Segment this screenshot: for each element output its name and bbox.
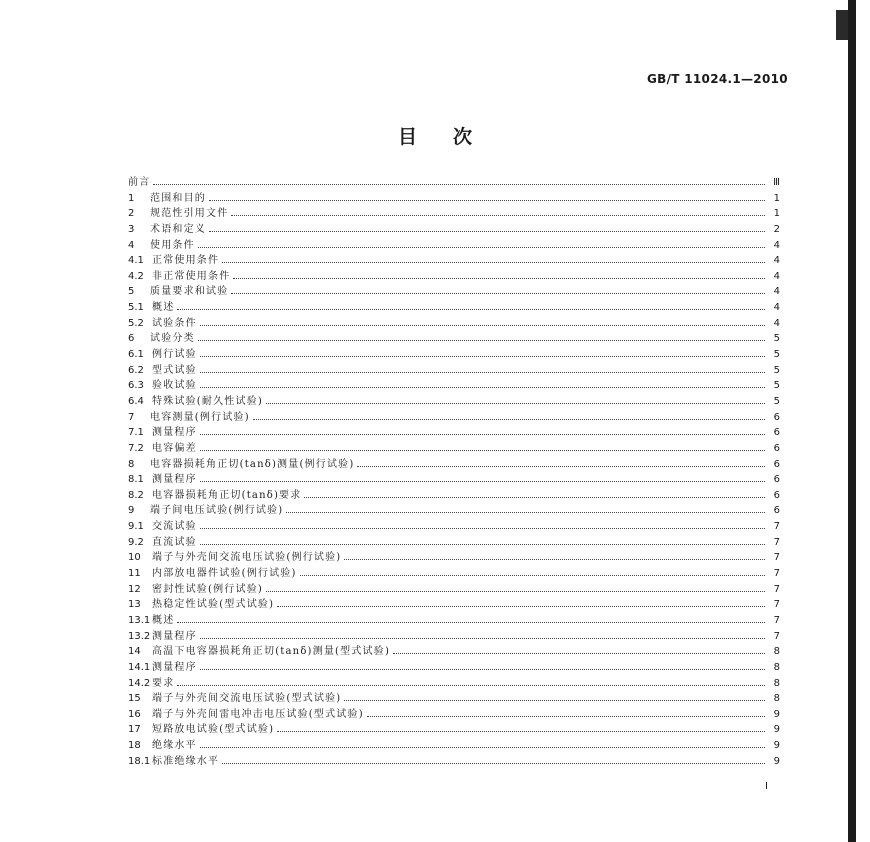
toc-entry-label: 内部放电器件试验(例行试验) [152, 568, 297, 580]
toc-entry[interactable] [128, 597, 780, 613]
toc-entry[interactable] [128, 738, 780, 754]
toc-leader-dots [200, 480, 765, 482]
toc-leader-dots [253, 418, 765, 420]
toc-entry-number: 6.4 [128, 395, 144, 407]
toc-entry-label: 端子与外壳间交流电压试验(型式试验) [152, 693, 342, 705]
toc-entry-page: 5 [773, 380, 780, 392]
toc-entry-label: 标准绝缘水平 [152, 755, 220, 767]
toc-leader-dots [177, 684, 765, 686]
page-title: 目次 [397, 126, 508, 148]
toc-entry-page: 4 [773, 270, 780, 282]
toc-entry-number: 2 [128, 208, 135, 220]
toc-leader-dots [198, 339, 765, 341]
toc-entry-number: 1 [128, 192, 135, 204]
toc-entry-page: 4 [773, 239, 780, 251]
toc-entry-page: 7 [773, 599, 780, 611]
toc-entry-label: 试验分类 [150, 333, 195, 345]
toc-leader-dots [200, 527, 765, 529]
toc-entry[interactable] [128, 425, 780, 441]
toc-entry-label: 测量程序 [152, 427, 197, 439]
toc-entry[interactable] [128, 394, 780, 410]
toc-entry[interactable] [128, 676, 780, 692]
toc-entry-number: 6.2 [128, 364, 144, 376]
toc-entry-number: 14 [128, 646, 141, 658]
toc-entry-label: 热稳定性试验(型式试验) [152, 599, 275, 611]
toc-leader-dots [393, 652, 765, 654]
scan-edge-mark [836, 10, 848, 40]
toc-leader-dots [200, 433, 765, 435]
toc-entry[interactable] [128, 488, 780, 504]
toc-entry-page: Ⅲ [773, 177, 780, 188]
toc-leader-dots [344, 699, 765, 701]
toc-entry[interactable] [128, 284, 780, 300]
toc-entry-page: 6 [773, 489, 780, 501]
toc-entry-label: 端子与外壳间雷电冲击电压试验(型式试验) [152, 708, 364, 720]
toc-entry[interactable] [128, 175, 780, 191]
toc-leader-dots [357, 465, 765, 467]
toc-leader-dots [200, 543, 765, 545]
toc-entry-label: 正常使用条件 [152, 255, 220, 267]
toc-leader-dots [286, 511, 765, 513]
toc-entry-number: 8.1 [128, 474, 144, 486]
toc-entry-label: 电容偏差 [152, 442, 197, 454]
toc-entry-number: 9 [128, 505, 135, 517]
toc-leader-dots [233, 277, 765, 279]
toc-entry-number: 13.1 [128, 614, 151, 626]
toc-entry-page: 1 [773, 208, 780, 220]
toc-entry-page: 6 [773, 442, 780, 454]
toc-entry-number: 14.1 [128, 661, 151, 673]
toc-leader-dots [209, 199, 765, 201]
toc-leader-dots [266, 590, 765, 592]
toc-entry-label: 端子与外壳间交流电压试验(例行试验) [152, 552, 342, 564]
toc-leader-dots [209, 230, 765, 232]
toc-entry-page: 9 [773, 740, 780, 752]
toc-leader-dots [200, 449, 765, 451]
toc-entry-page: 7 [773, 521, 780, 533]
toc-entry-label: 绝缘水平 [152, 740, 197, 752]
toc-entry-number: 10 [128, 552, 141, 564]
toc-entry-page: 7 [773, 552, 780, 564]
toc-entry-number: 4.2 [128, 270, 144, 282]
toc-entry-number: 5 [128, 286, 135, 298]
toc-entry-label: 特殊试验(耐久性试验) [152, 395, 264, 407]
toc-entry-number: 9.2 [128, 536, 144, 548]
toc-entry-page: 6 [773, 411, 780, 423]
toc-entry-label: 直流试验 [152, 536, 197, 548]
toc-entry-label: 概述 [152, 302, 175, 314]
toc-entry[interactable] [128, 691, 780, 707]
toc-entry-page: 9 [773, 755, 780, 767]
toc-entry-number: 5.1 [128, 302, 144, 314]
toc-entry-page: 7 [773, 568, 780, 580]
toc-entry[interactable] [128, 191, 780, 207]
toc-entry[interactable] [128, 363, 780, 379]
toc-entry[interactable] [128, 347, 780, 363]
toc-leader-dots [277, 730, 765, 732]
toc-entry-label: 密封性试验(例行试验) [152, 583, 264, 595]
toc-entry-page: 4 [773, 286, 780, 298]
toc-entry-page: 6 [773, 427, 780, 439]
toc-entry-label: 端子间电压试验(例行试验) [150, 505, 284, 517]
toc-entry-number: 4 [128, 239, 135, 251]
toc-entry-page: 7 [773, 614, 780, 626]
toc-leader-dots [153, 183, 765, 185]
toc-entry[interactable] [128, 519, 780, 535]
toc-entry-label: 验收试验 [152, 380, 197, 392]
toc-leader-dots [304, 496, 765, 498]
toc-entry[interactable] [128, 613, 780, 629]
toc-entry-page: 6 [773, 458, 780, 470]
toc-entry[interactable] [128, 503, 780, 519]
toc-entry-number: 13 [128, 599, 141, 611]
toc-entry-number: 3 [128, 223, 135, 235]
toc-entry-number: 13.2 [128, 630, 151, 642]
toc-entry[interactable] [128, 707, 780, 723]
toc-entry-label: 测量程序 [152, 661, 197, 673]
toc-entry-label: 术语和定义 [150, 223, 206, 235]
toc-entry-page: 4 [773, 302, 780, 314]
toc-entry[interactable] [128, 660, 780, 676]
toc-entry-page: 7 [773, 583, 780, 595]
toc-leader-dots [344, 558, 765, 560]
toc-leader-dots [231, 214, 765, 216]
toc-entry-label: 非正常使用条件 [152, 270, 231, 282]
toc-entry[interactable] [128, 378, 780, 394]
toc-leader-dots [367, 715, 765, 717]
toc-entry[interactable] [128, 206, 780, 222]
toc-leader-dots [200, 355, 765, 357]
toc-entry-label: 规范性引用文件 [150, 208, 229, 220]
page-number: I [765, 781, 768, 792]
toc-entry-page: 8 [773, 661, 780, 673]
toc-leader-dots [266, 402, 765, 404]
toc-entry-number: 18 [128, 740, 141, 752]
toc-entry-label: 电容器损耗角正切(tanδ)测量(例行试验) [150, 458, 355, 470]
toc-leader-dots [200, 668, 765, 670]
toc-entry-number: 8.2 [128, 489, 144, 501]
toc-entry-number: 7.2 [128, 442, 144, 454]
toc-entry-label: 使用条件 [150, 239, 195, 251]
table-of-contents [128, 175, 780, 769]
toc-entry-number: 5.2 [128, 317, 144, 329]
toc-entry-number: 4.1 [128, 255, 144, 267]
toc-entry-label: 测量程序 [152, 630, 197, 642]
toc-entry-label: 质量要求和试验 [150, 286, 229, 298]
toc-entry-label: 概述 [152, 614, 175, 626]
toc-entry-number: 6 [128, 333, 135, 345]
toc-entry-page: 8 [773, 646, 780, 658]
toc-entry[interactable] [128, 316, 780, 332]
toc-entry-page: 8 [773, 693, 780, 705]
toc-entry[interactable] [128, 582, 780, 598]
toc-entry-number: 17 [128, 724, 141, 736]
toc-entry-page: 5 [773, 395, 780, 407]
toc-entry[interactable] [128, 629, 780, 645]
toc-entry[interactable] [128, 566, 780, 582]
toc-entry-number: 14.2 [128, 677, 151, 689]
toc-entry[interactable] [128, 300, 780, 316]
toc-entry-page: 5 [773, 333, 780, 345]
toc-entry[interactable] [128, 644, 780, 660]
toc-entry[interactable] [128, 722, 780, 738]
toc-entry[interactable] [128, 269, 780, 285]
toc-leader-dots [200, 746, 765, 748]
toc-entry-label: 例行试验 [152, 349, 197, 361]
toc-entry-number: 6.1 [128, 349, 144, 361]
toc-entry-label: 电容测量(例行试验) [150, 411, 250, 423]
toc-entry-label: 范围和目的 [150, 192, 206, 204]
toc-leader-dots [177, 621, 765, 623]
toc-leader-dots [200, 324, 765, 326]
toc-entry-number: 16 [128, 708, 141, 720]
toc-entry-page: 4 [773, 255, 780, 267]
toc-entry[interactable] [128, 550, 780, 566]
standard-code: GB/T 11024.1—2010 [647, 72, 788, 86]
toc-leader-dots [222, 261, 765, 263]
toc-entry[interactable] [128, 410, 780, 426]
toc-entry[interactable] [128, 441, 780, 457]
toc-entry-number: 15 [128, 693, 141, 705]
toc-leader-dots [198, 246, 765, 248]
toc-entry[interactable] [128, 535, 780, 551]
toc-entry-page: 7 [773, 630, 780, 642]
toc-leader-dots [200, 386, 765, 388]
toc-entry-number: 7.1 [128, 427, 144, 439]
toc-entry-label: 电容器损耗角正切(tanδ)要求 [152, 489, 302, 501]
toc-leader-dots [277, 605, 765, 607]
toc-entry-page: 8 [773, 677, 780, 689]
toc-entry-label: 前言 [128, 177, 151, 188]
toc-leader-dots [231, 292, 765, 294]
toc-entry[interactable] [128, 331, 780, 347]
toc-entry-label: 交流试验 [152, 521, 197, 533]
toc-entry-page: 4 [773, 317, 780, 329]
toc-entry[interactable] [128, 472, 780, 488]
toc-entry[interactable] [128, 222, 780, 238]
toc-entry-number: 6.3 [128, 380, 144, 392]
toc-entry-number: 8 [128, 458, 135, 470]
toc-leader-dots [200, 371, 765, 373]
toc-entry[interactable] [128, 457, 780, 473]
toc-entry-label: 测量程序 [152, 474, 197, 486]
toc-entry-page: 2 [773, 223, 780, 235]
toc-entry[interactable] [128, 253, 780, 269]
toc-entry-page: 5 [773, 349, 780, 361]
toc-leader-dots [300, 574, 765, 576]
toc-entry[interactable] [128, 238, 780, 254]
toc-entry-page: 7 [773, 536, 780, 548]
toc-entry-number: 9.1 [128, 521, 144, 533]
toc-leader-dots [222, 762, 765, 764]
toc-entry-label: 高温下电容器损耗角正切(tanδ)测量(型式试验) [152, 646, 391, 658]
toc-leader-dots [177, 308, 765, 310]
toc-entry[interactable] [128, 754, 780, 770]
toc-entry-label: 型式试验 [152, 364, 197, 376]
toc-entry-page: 6 [773, 505, 780, 517]
toc-entry-label: 试验条件 [152, 317, 197, 329]
toc-entry-page: 9 [773, 724, 780, 736]
toc-entry-number: 7 [128, 411, 135, 423]
toc-leader-dots [200, 637, 765, 639]
toc-entry-page: 6 [773, 474, 780, 486]
toc-entry-page: 5 [773, 364, 780, 376]
toc-entry-label: 短路放电试验(型式试验) [152, 724, 275, 736]
toc-entry-page: 9 [773, 708, 780, 720]
toc-entry-number: 11 [128, 568, 141, 580]
toc-entry-page: 1 [773, 192, 780, 204]
toc-entry-number: 18.1 [128, 755, 151, 767]
toc-entry-label: 要求 [152, 677, 175, 689]
toc-entry-number: 12 [128, 583, 141, 595]
